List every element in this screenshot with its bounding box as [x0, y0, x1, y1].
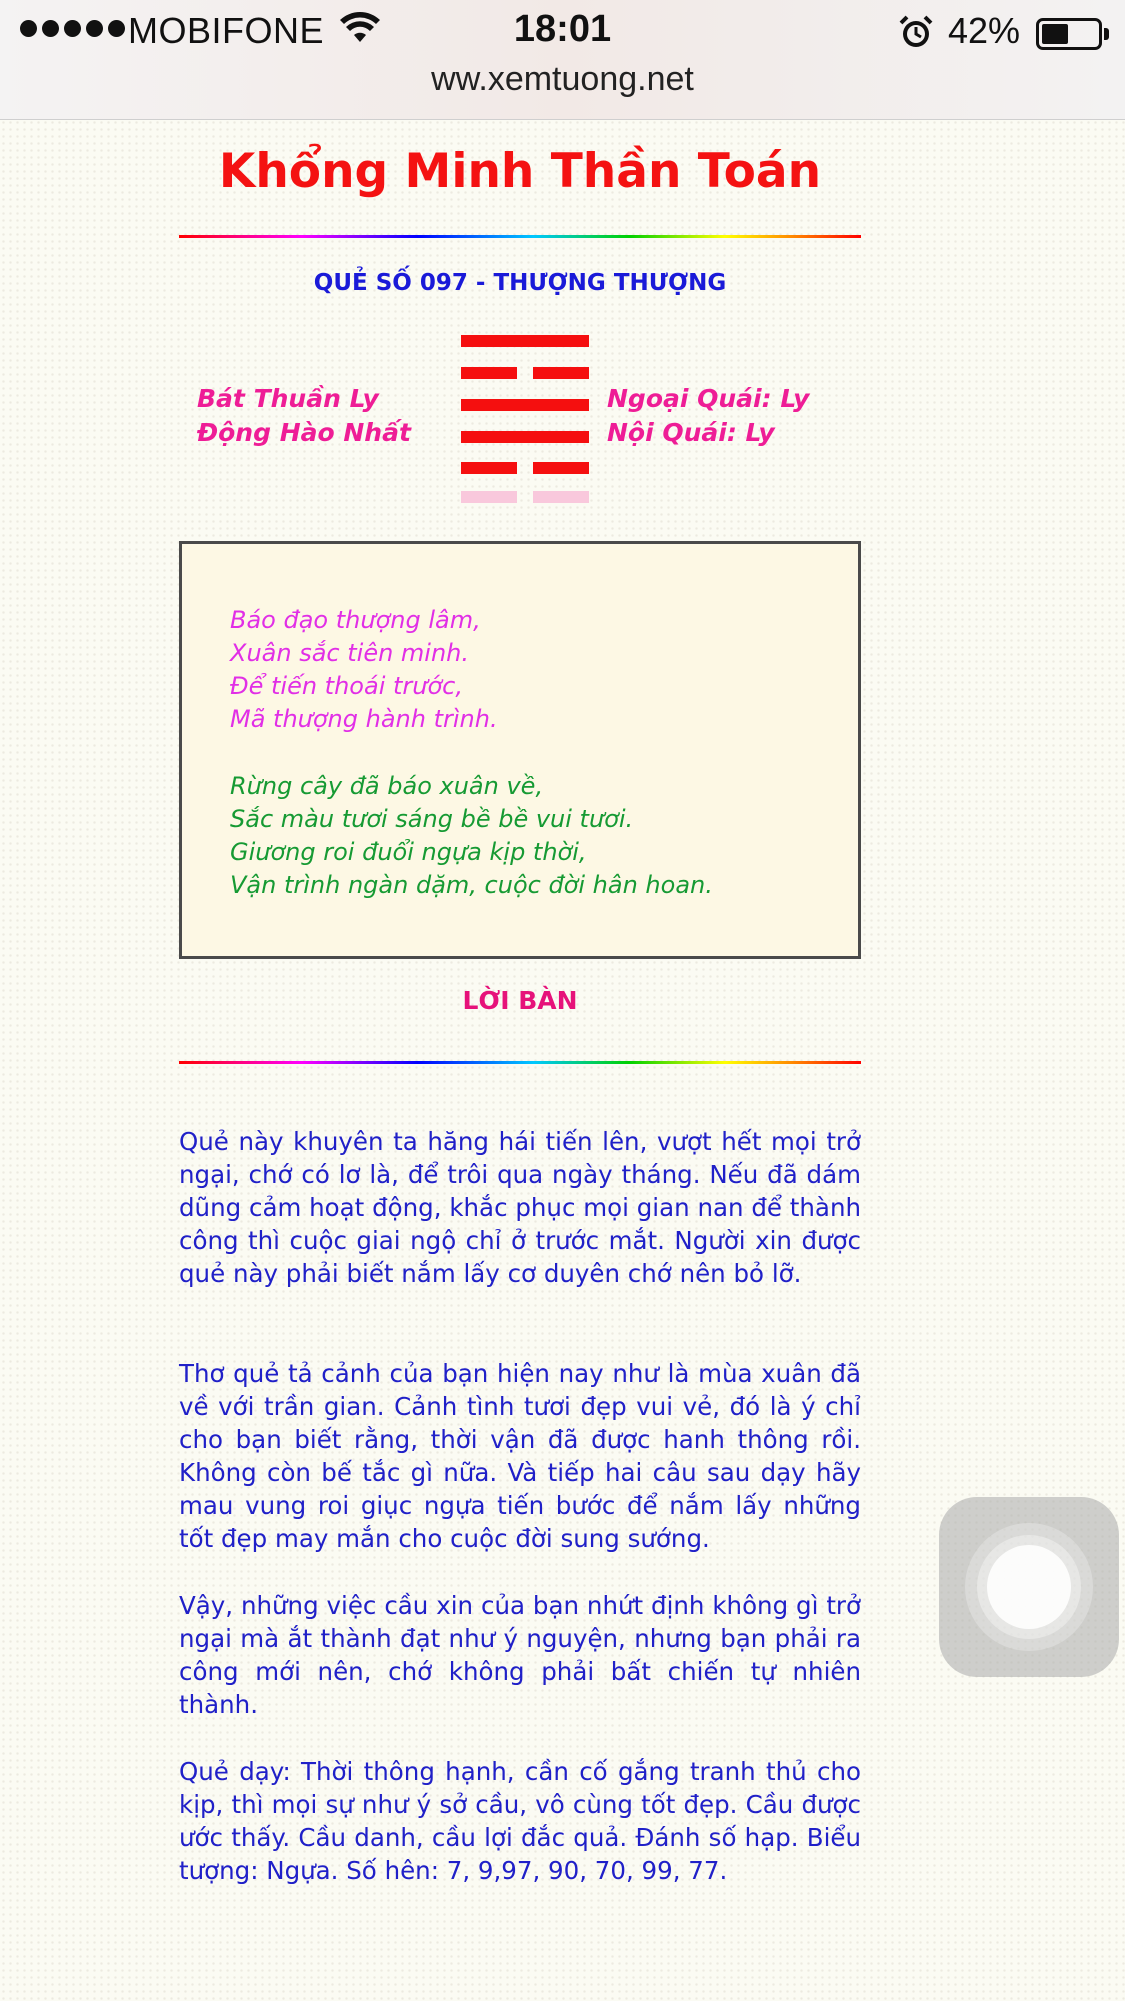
hexagram-line-1-moving-left [461, 491, 517, 503]
commentary-paragraph: Thơ quẻ tả cảnh của bạn hiện nay như là mùa xuân đã về với trần gian. Cảnh tình tươi đẹp vui vẻ, đó là ý chỉ cho bạn biết rằng, thời vận đã được hanh thông rồi. Không còn bế tắc gì nữa. Và tiếp hai câu sau dạy hãy mau vung roi giục ngựa tiến bước để nắm lấy những tốt đẹp may mắn cho cuộc đời sung sướng. [179, 1359, 861, 1553]
hexagram-line-4 [461, 399, 589, 411]
battery-percent: 42% [948, 10, 1021, 51]
battery-tip [1104, 28, 1109, 40]
hexagram-line-3 [461, 431, 589, 443]
rainbow-divider-top [179, 235, 861, 238]
poem-han-viet [230, 604, 498, 736]
rainbow-divider-bottom [179, 1061, 861, 1064]
address-bar-url[interactable]: ww.xemtuong.net [431, 60, 694, 98]
hexagram-line-1-moving-right [533, 491, 589, 503]
hexagram-line-2-right [533, 462, 589, 474]
commentary-paragraph: Vậy, những việc cầu xin của bạn nhứt định không gì trở ngại mà ắt thành đạt như ý nguyện, nhưng bạn phải ra công mới nên, chớ không phải bất chiến tự nhiên thành. [179, 1591, 861, 1719]
carrier-name: MOBIFONE [128, 10, 325, 51]
poem-line: Giương roi đuổi ngựa kịp thời, [230, 838, 587, 866]
poem-vietnamese [230, 770, 713, 902]
poem-line: Xuân sắc tiên minh. [230, 639, 470, 667]
hexagram-line-5-left [461, 367, 517, 379]
poem-line: Sắc màu tươi sáng bề bề vui tươi. [230, 805, 634, 833]
hexagram-number-title: QUẺ SỐ 097 - THƯỢNG THƯỢNG [313, 270, 727, 296]
commentary-paragraph: Quẻ này khuyên ta hăng hái tiến lên, vượt hết mọi trở ngại, chớ có lơ là, để trôi qua ngày tháng. Nếu đã dám dũng cảm hoạt động, khắc phục mọi gian nan để thành công thì cuộc giai ngộ chỉ ở trước mắt. Người xin được quẻ này phải biết nắm lấy cơ duyên chớ nên bỏ lỡ. [179, 1127, 861, 1288]
status-time: 18:01 [513, 8, 612, 50]
outer-trigram: Ngoại Quái: Ly [607, 384, 810, 413]
alarm-icon [898, 14, 934, 50]
inner-trigram: Nội Quái: Ly [607, 418, 775, 447]
hexagram-line-5-right [533, 367, 589, 379]
hexagram-info-left [197, 382, 411, 450]
hexagram-name: Bát Thuần Ly [197, 384, 379, 413]
status-bar [0, 0, 1125, 120]
moving-line-info: Động Hào Nhất [197, 418, 411, 447]
poem-line: Rừng cây đã báo xuân về, [230, 772, 544, 800]
page-title: Khổng Minh Thần Toán [218, 144, 822, 199]
poem-line: Để tiến thoái trước, [230, 672, 463, 700]
poem-box [179, 541, 861, 959]
hexagram-line-2-left [461, 462, 517, 474]
commentary-heading: LỜI BÀN [462, 986, 578, 1015]
hexagram-line-6 [461, 335, 589, 347]
assistive-touch-button[interactable] [939, 1497, 1119, 1677]
commentary-paragraph: Quẻ dạy: Thời thông hạnh, cần cố gắng tranh thủ cho kịp, thì mọi sự như ý sở cầu, vô cùng tốt đẹp. Cầu được ước thấy. Cầu danh, cầu lợi đắc quả. Đánh số hạp. Biểu tượng: Ngựa. Số hên: 7, 9,97, 90, 70, 99, 77. [179, 1757, 861, 1885]
poem-line: Vận trình ngàn dặm, cuộc đời hân hoan. [230, 871, 713, 899]
battery-icon [1036, 18, 1102, 50]
hexagram-symbol [461, 335, 589, 503]
hexagram-info-right [607, 382, 809, 450]
poem-line: Báo đạo thượng lâm, [230, 606, 481, 634]
poem-line: Mã thượng hành trình. [230, 705, 498, 733]
